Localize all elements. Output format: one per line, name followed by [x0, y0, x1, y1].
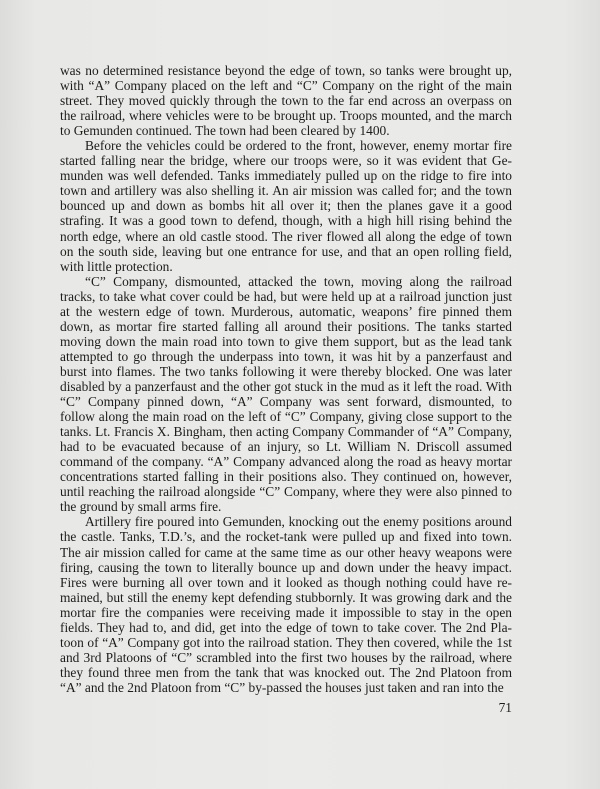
- page-number: 71: [498, 700, 512, 715]
- paragraph: Artillery fire poured into Gemunden, knocking out the enemy positions around the castle. Tanks, T.D.’s, and the rocket-tank were pulled up and fixed into town. The air mission called for came at the same time as our other heavy weapons were firing, causing the town to literally bounce up and down under the heavy impact. Fires were burning all over town and it looked as though nothing could have remained, but still the enemy kept defending stubbornly. It was growing dark and the mortar fire the companies were receiving made it impossible to stay in the open fields. They had to, and did, get into the edge of town to take cover. The 2nd Platoon of “A” Company got into the railroad station. They then covered, while the 1st and 3rd Platoons of “C” scrambled into the first two houses by the railroad, where they found three men from the tank that was knocked out. The 2nd Platoon from “A” and the 2nd Platoon from “C” by-passed the houses just taken and ran into the: [60, 514, 512, 695]
- paragraph: Before the vehicles could be ordered to the front, however, enemy mortar fire started falling near the bridge, where our troops were, so it was evident that Gemunden was well defended. Tanks immediately pulled up on the ridge to fire into town and artillery was also shelling it. An air mission was called for; and the town bounced up and down as bombs hit all over it; then the planes gave it a good strafing. It was a good town to defend, though, with a high hill rising behind the north edge, where an old castle stood. The river flowed all along the edge of town on the south side, leaving but one entrance for use, and that an open rolling field, with little protection.: [60, 138, 512, 274]
- body-text: [60, 63, 512, 695]
- paragraph-continued: was no determined resistance beyond the edge of town, so tanks were brought up, with “A” Company placed on the left and “C” Company on the right of the main street. They moved quickly through the town to the far end across an overpass on the railroad, where vehicles were to be brought up. Troops mounted, and the march to Gemunden continued. The town had been cleared by 1400.: [60, 63, 512, 139]
- paragraph: “C” Company, dismounted, attacked the town, moving along the railroad tracks, to take what cover could be had, but were held up at a railroad junction just at the western edge of town. Murderous, automatic, weapons’ fire pinned them down, as mortar fire started falling all around their positions. The tanks started moving down the main road into town to give them support, but as the lead tank attempted to go through the underpass into town, it was hit by a panzerfaust and burst into flames. The two tanks following it were thereby blocked. One was later disabled by a panzerfaust and the other got stuck in the mud as it left the road. With “C” Company pinned down, “A” Company was sent forward, dismounted, to follow along the main road on the left of “C” Company, giving close support to the tanks. Lt. Francis X. Bingham, then acting Company Commander of “A” Company, had to be evacuated because of an injury, so Lt. William N. Driscoll assumed command of the company. “A” Company advanced along the road as heavy mortar concentrations started falling in their positions also. They continued on, however, until reaching the railroad alongside “C” Company, where they were also pinned to the ground by small arms fire.: [60, 273, 512, 515]
